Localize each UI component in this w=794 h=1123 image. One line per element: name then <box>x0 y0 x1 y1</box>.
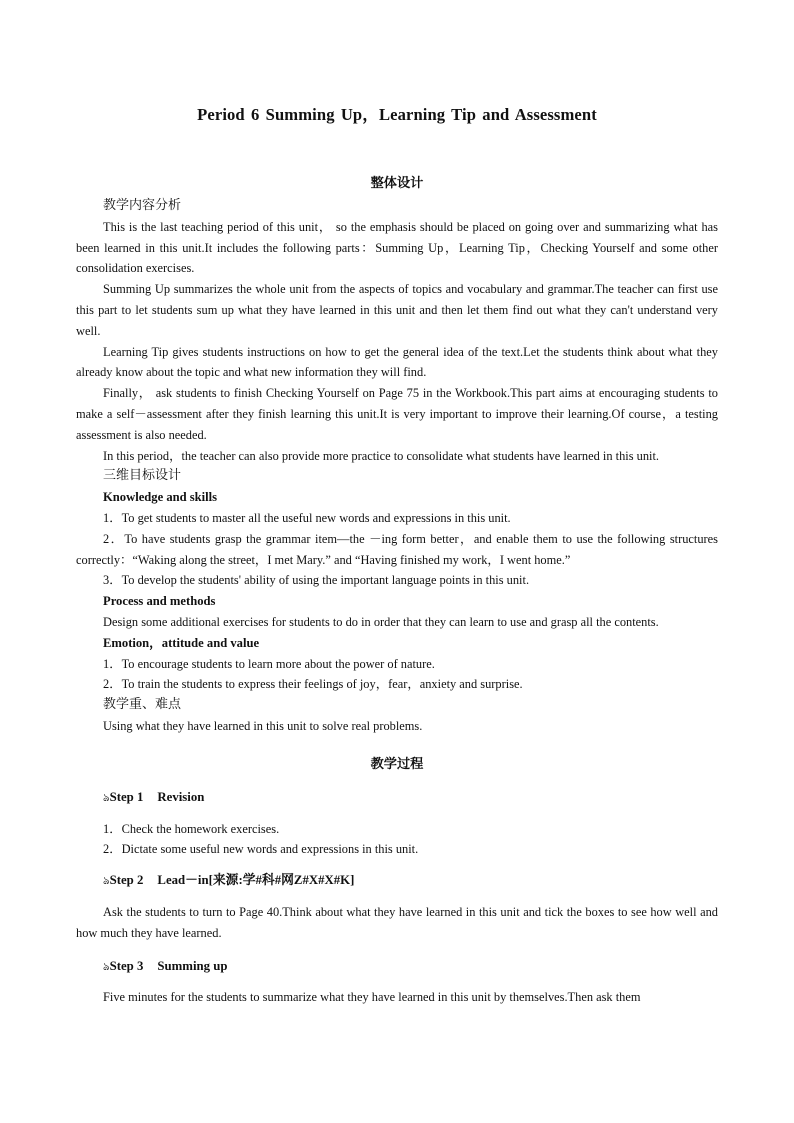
paragraph-2: Summing Up summarizes the whole unit from the aspects of topics and vocabulary and grammar.The teacher can first use this part to let students sum up what they have learned in this unit and then let them find out what they can't understand very well. <box>76 282 718 338</box>
step-marker-icon: ঌ <box>103 875 110 888</box>
step-2-title: Lead－in[来源:学#科#网Z#X#X#K] <box>157 873 355 888</box>
knowledge-item-1: 1．To get students to master all the useful new words and expressions in this unit. <box>103 510 511 525</box>
knowledge-item-3: 3．To develop the students' ability of using the important language points in this unit. <box>103 573 530 588</box>
step-2-text: Ask the students to turn to Page 40.Think about what they have learned in this unit and tick the boxes to see how well and how much they have learned. <box>76 904 718 940</box>
document-body <box>76 104 718 1008</box>
process-text: Design some additional exercises for students to do in order that they can learn to use and grasp all the contents. <box>103 614 659 629</box>
step-1-item-1: 1．Check the homework exercises. <box>103 821 280 836</box>
step-3-title: Summing up <box>157 958 228 973</box>
step-1-title: Revision <box>157 789 205 804</box>
step-2-heading <box>76 870 718 892</box>
heading-content-analysis: 教学内容分析 <box>103 198 182 213</box>
paragraph-1: This is the last teaching period of this unit， so the emphasis should be placed on going over and summarizing what has been learned in this unit.It includes the following parts：Summing Up，Learning Tip，Checking Yourself and some other consolidation exercises. <box>76 219 718 276</box>
heading-process-and-methods: Process and methods <box>103 594 216 609</box>
page-title: Period 6 Summing Up，Learning Tip and Assessment <box>197 105 597 124</box>
step-2-label: Step 2 <box>109 873 144 888</box>
step-1-label: Step 1 <box>109 789 144 804</box>
heading-three-dimensional-goals: 三维目标设计 <box>103 468 182 484</box>
emotion-item-1: 1．To encourage students to learn more about the power of nature. <box>103 656 435 671</box>
knowledge-item-2: 2．To have students grasp the grammar item—the －ing form better，and enable them to use the following structures correctly：“Waking along the street，I met Mary.” and “Having finished my work，I went home.” <box>76 531 718 567</box>
step-3-text: Five minutes for the students to summarize what they have learned in this unit by themselves.Then ask them <box>103 990 641 1005</box>
step-3-heading <box>76 956 718 978</box>
section-heading-teaching-process: 教学过程 <box>370 756 424 772</box>
heading-key-points: 教学重、难点 <box>103 697 182 713</box>
heading-knowledge-and-skills: Knowledge and skills <box>103 490 218 505</box>
paragraph-3: Learning Tip gives students instructions on how to get the general idea of the text.Let the students think about what they already know about the topic and what new information they will find. <box>76 344 718 380</box>
step-1-item-2: 2．Dictate some useful new words and expressions in this unit. <box>103 842 419 857</box>
section-heading-overall-design: 整体设计 <box>370 176 424 191</box>
paragraph-4: Finally， ask students to finish Checking Yourself on Page 75 in the Workbook.This part aims at encouraging students to make a self－assessment after they finish learning this unit.It is very important to improve their learning.Of course，a testing assessment is also needed. <box>76 386 718 442</box>
paragraph-5: In this period，the teacher can also provide more practice to consolidate what students have learned in this unit. <box>103 448 660 463</box>
step-1-heading <box>76 787 718 809</box>
heading-emotion-attitude-value: Emotion，attitude and value <box>103 635 260 650</box>
emotion-item-2: 2．To train the students to express their feelings of joy，fear，anxiety and surprise. <box>103 677 523 692</box>
step-marker-icon: ঌ <box>103 960 110 973</box>
step-marker-icon: ঌ <box>103 791 110 804</box>
key-points-text: Using what they have learned in this unit to solve real problems. <box>103 718 423 733</box>
step-3-label: Step 3 <box>109 958 144 973</box>
